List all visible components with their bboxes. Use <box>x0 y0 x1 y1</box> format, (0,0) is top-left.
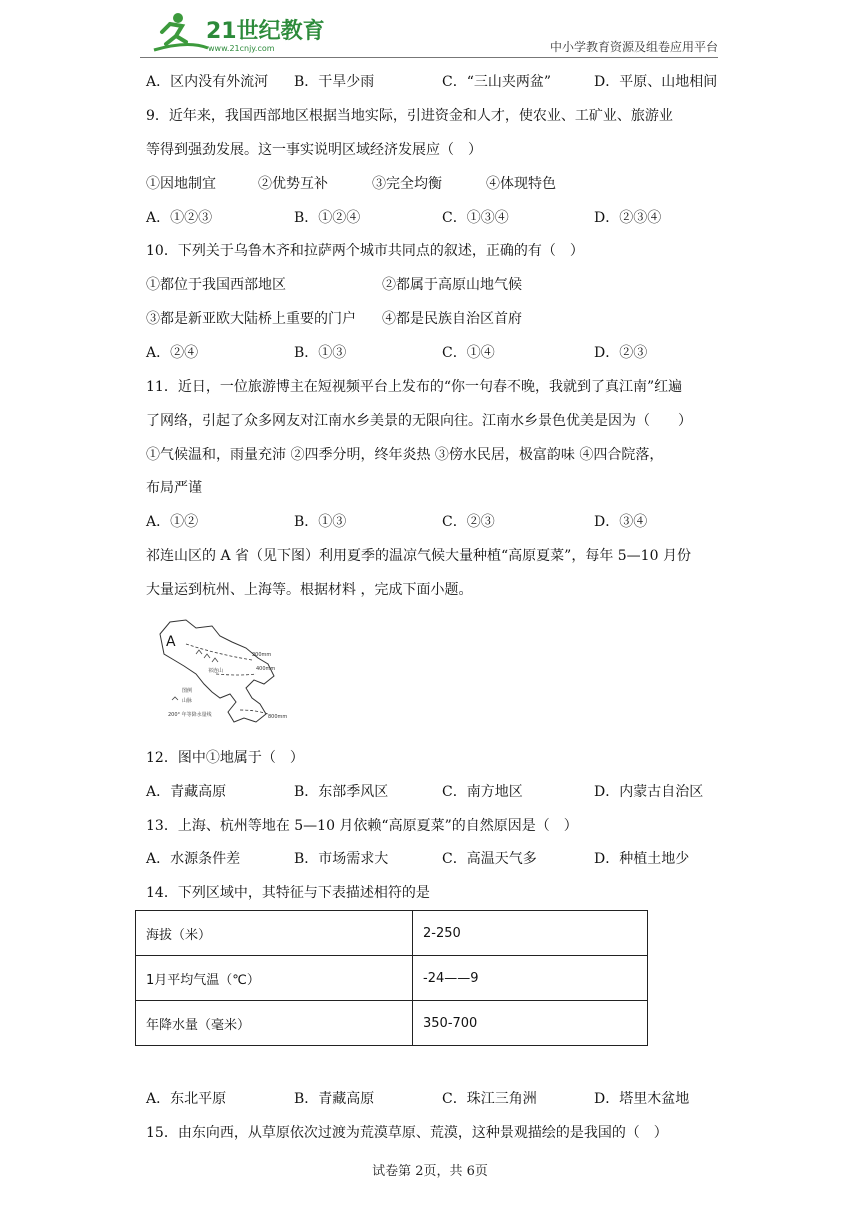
mountain-symbol <box>196 650 218 662</box>
statement-1: ①都位于我国西部地区 <box>146 277 286 293</box>
climate-table <box>135 910 648 1046</box>
option-a: A．区内没有外流河 <box>146 74 269 90</box>
option-b: B．①③ <box>294 345 347 361</box>
table-row <box>136 1001 648 1046</box>
q15-stem: 15．由东向西，从草原依次过渡为荒漠草原、荒漠，这种景观描绘的是我国的（ ） <box>146 1125 668 1141</box>
contour-label: 400mm <box>256 666 276 672</box>
q9-stem-line2: 等得到强劲发展。这一事实说明区域经济发展应（ ） <box>146 142 482 158</box>
contour-label: 800mm <box>268 714 288 720</box>
option-a: A．青藏高原 <box>146 784 227 800</box>
statement-4: ④都是民族自治区首府 <box>382 311 522 327</box>
q13-options <box>146 849 726 869</box>
option-d: D．②③ <box>594 345 648 361</box>
q12-options <box>146 782 726 802</box>
legend-isohyet: 200° 年等降水量线 <box>168 712 212 718</box>
table-cell: 海拔（米） <box>136 911 413 956</box>
option-b: B．①③ <box>294 514 347 530</box>
option-d: D．平原、山地相间 <box>594 74 718 90</box>
svg-text:21世纪教育: 21世纪教育 <box>206 19 325 44</box>
material-line2: 大量运到杭州、上海等。根据材料 ，完成下面小题。 <box>146 582 473 598</box>
option-b: B．①②④ <box>294 210 361 226</box>
table-row <box>136 911 648 956</box>
q13-stem: 13．上海、杭州等地在 5—10 月依赖“高原夏菜”的自然原因是（ ） <box>146 818 578 834</box>
option-c: C．①④ <box>442 345 495 361</box>
option-a: A．东北平原 <box>146 1091 227 1107</box>
page-footer: 试卷第 2页，共 6页 <box>372 1164 488 1179</box>
page-header <box>140 6 720 56</box>
option-d: D．内蒙古自治区 <box>594 784 704 800</box>
option-b: B．东部季风区 <box>294 784 389 800</box>
option-a: A．②④ <box>146 345 199 361</box>
contour-label: 200mm <box>252 652 272 658</box>
legend-mountain: 山脉 <box>182 698 193 704</box>
statement-3: ③完全均衡 <box>372 176 442 192</box>
table-cell: 2-250 <box>413 911 648 956</box>
table-cell: 1月平均气温（℃） <box>136 956 413 1001</box>
option-d: D．塔里木盆地 <box>594 1091 690 1107</box>
statement-4: ④体现特色 <box>486 176 556 192</box>
option-b: B．干旱少雨 <box>294 74 375 90</box>
material-line1: 祁连山区的 A 省（见下图）利用夏季的温凉气候大量种植“高原夏菜”，每年 5—10 月份 <box>146 548 691 564</box>
option-d: D．种植土地少 <box>594 851 690 867</box>
option-d: D．③④ <box>594 514 648 530</box>
isohyet-line <box>216 674 256 675</box>
option-c: C．①③④ <box>442 210 509 226</box>
runner-icon <box>154 13 208 50</box>
option-c: C．高温天气多 <box>442 851 537 867</box>
table-row <box>136 956 648 1001</box>
statement-1: ①因地制宜 <box>146 176 216 192</box>
table-cell: 年降水量（毫米） <box>136 1001 413 1046</box>
q14-stem: 14．下列区域中，其特征与下表描述相符的是 <box>146 885 430 901</box>
option-a: A．①②③ <box>146 210 213 226</box>
q11-stem-line1: 11．近日，一位旅游博主在短视频平台上发布的“你一句春不晚，我就到了真江南”红遍 <box>146 379 683 395</box>
table-cell: 350-700 <box>413 1001 648 1046</box>
table-cell: -24——9 <box>413 956 648 1001</box>
q10-stem: 10．下列关于乌鲁木齐和拉萨两个城市共同点的叙述，正确的有（ ） <box>146 243 584 259</box>
option-a: A．水源条件差 <box>146 851 241 867</box>
map-label-a: A <box>166 634 176 650</box>
q12-stem: 12．图中①地属于（ ） <box>146 750 304 766</box>
statement-2: ②优势互补 <box>258 176 328 192</box>
mountain-label: 祁连山 <box>208 668 224 674</box>
q10-statements-row1 <box>146 275 726 295</box>
q10-statements-row2 <box>146 309 726 329</box>
q11-statements-line2: 布局严谨 <box>146 480 202 496</box>
q10-options <box>146 343 726 363</box>
q9-statements <box>146 174 726 194</box>
option-c: C．“三山夹两盆” <box>442 74 552 90</box>
legend-mountain-symbol <box>172 697 178 700</box>
q11-stem-line2: 了网络，引起了众多网友对江南水乡美景的无限向往。江南水乡景色优美是因为（ ） <box>146 413 692 429</box>
legend-title: 图例 <box>182 688 193 694</box>
option-d: D．②③④ <box>594 210 662 226</box>
option-c: C．南方地区 <box>442 784 523 800</box>
option-b: B．市场需求大 <box>294 851 389 867</box>
q11-statements-line1: ①气候温和，雨量充沛 ②四季分明，终年炎热 ③傍水民居，极富韵味 ④四合院落， <box>146 447 664 463</box>
logo-21cnjy <box>148 10 348 54</box>
statement-2: ②都属于高原山地气候 <box>382 277 522 293</box>
province-map <box>156 614 306 732</box>
q9-stem-line1: 9．近年来，我国西部地区根据当地实际，引进资金和人才，使农业、工矿业、旅游业 <box>146 108 673 124</box>
platform-title: 中小学教育资源及组卷应用平台 <box>549 40 718 54</box>
option-b: B．青藏高原 <box>294 1091 375 1107</box>
option-c: C．珠江三角洲 <box>442 1091 537 1107</box>
option-c: C．②③ <box>442 514 495 530</box>
svg-text:www.21cnjy.com: www.21cnjy.com <box>208 44 275 53</box>
q8-options <box>146 72 726 92</box>
q14-options <box>146 1089 726 1109</box>
header-divider <box>140 57 718 58</box>
option-a: A．①② <box>146 514 199 530</box>
statement-3: ③都是新亚欧大陆桥上重要的门户 <box>146 311 356 327</box>
q9-options <box>146 208 726 228</box>
q11-options <box>146 512 726 532</box>
